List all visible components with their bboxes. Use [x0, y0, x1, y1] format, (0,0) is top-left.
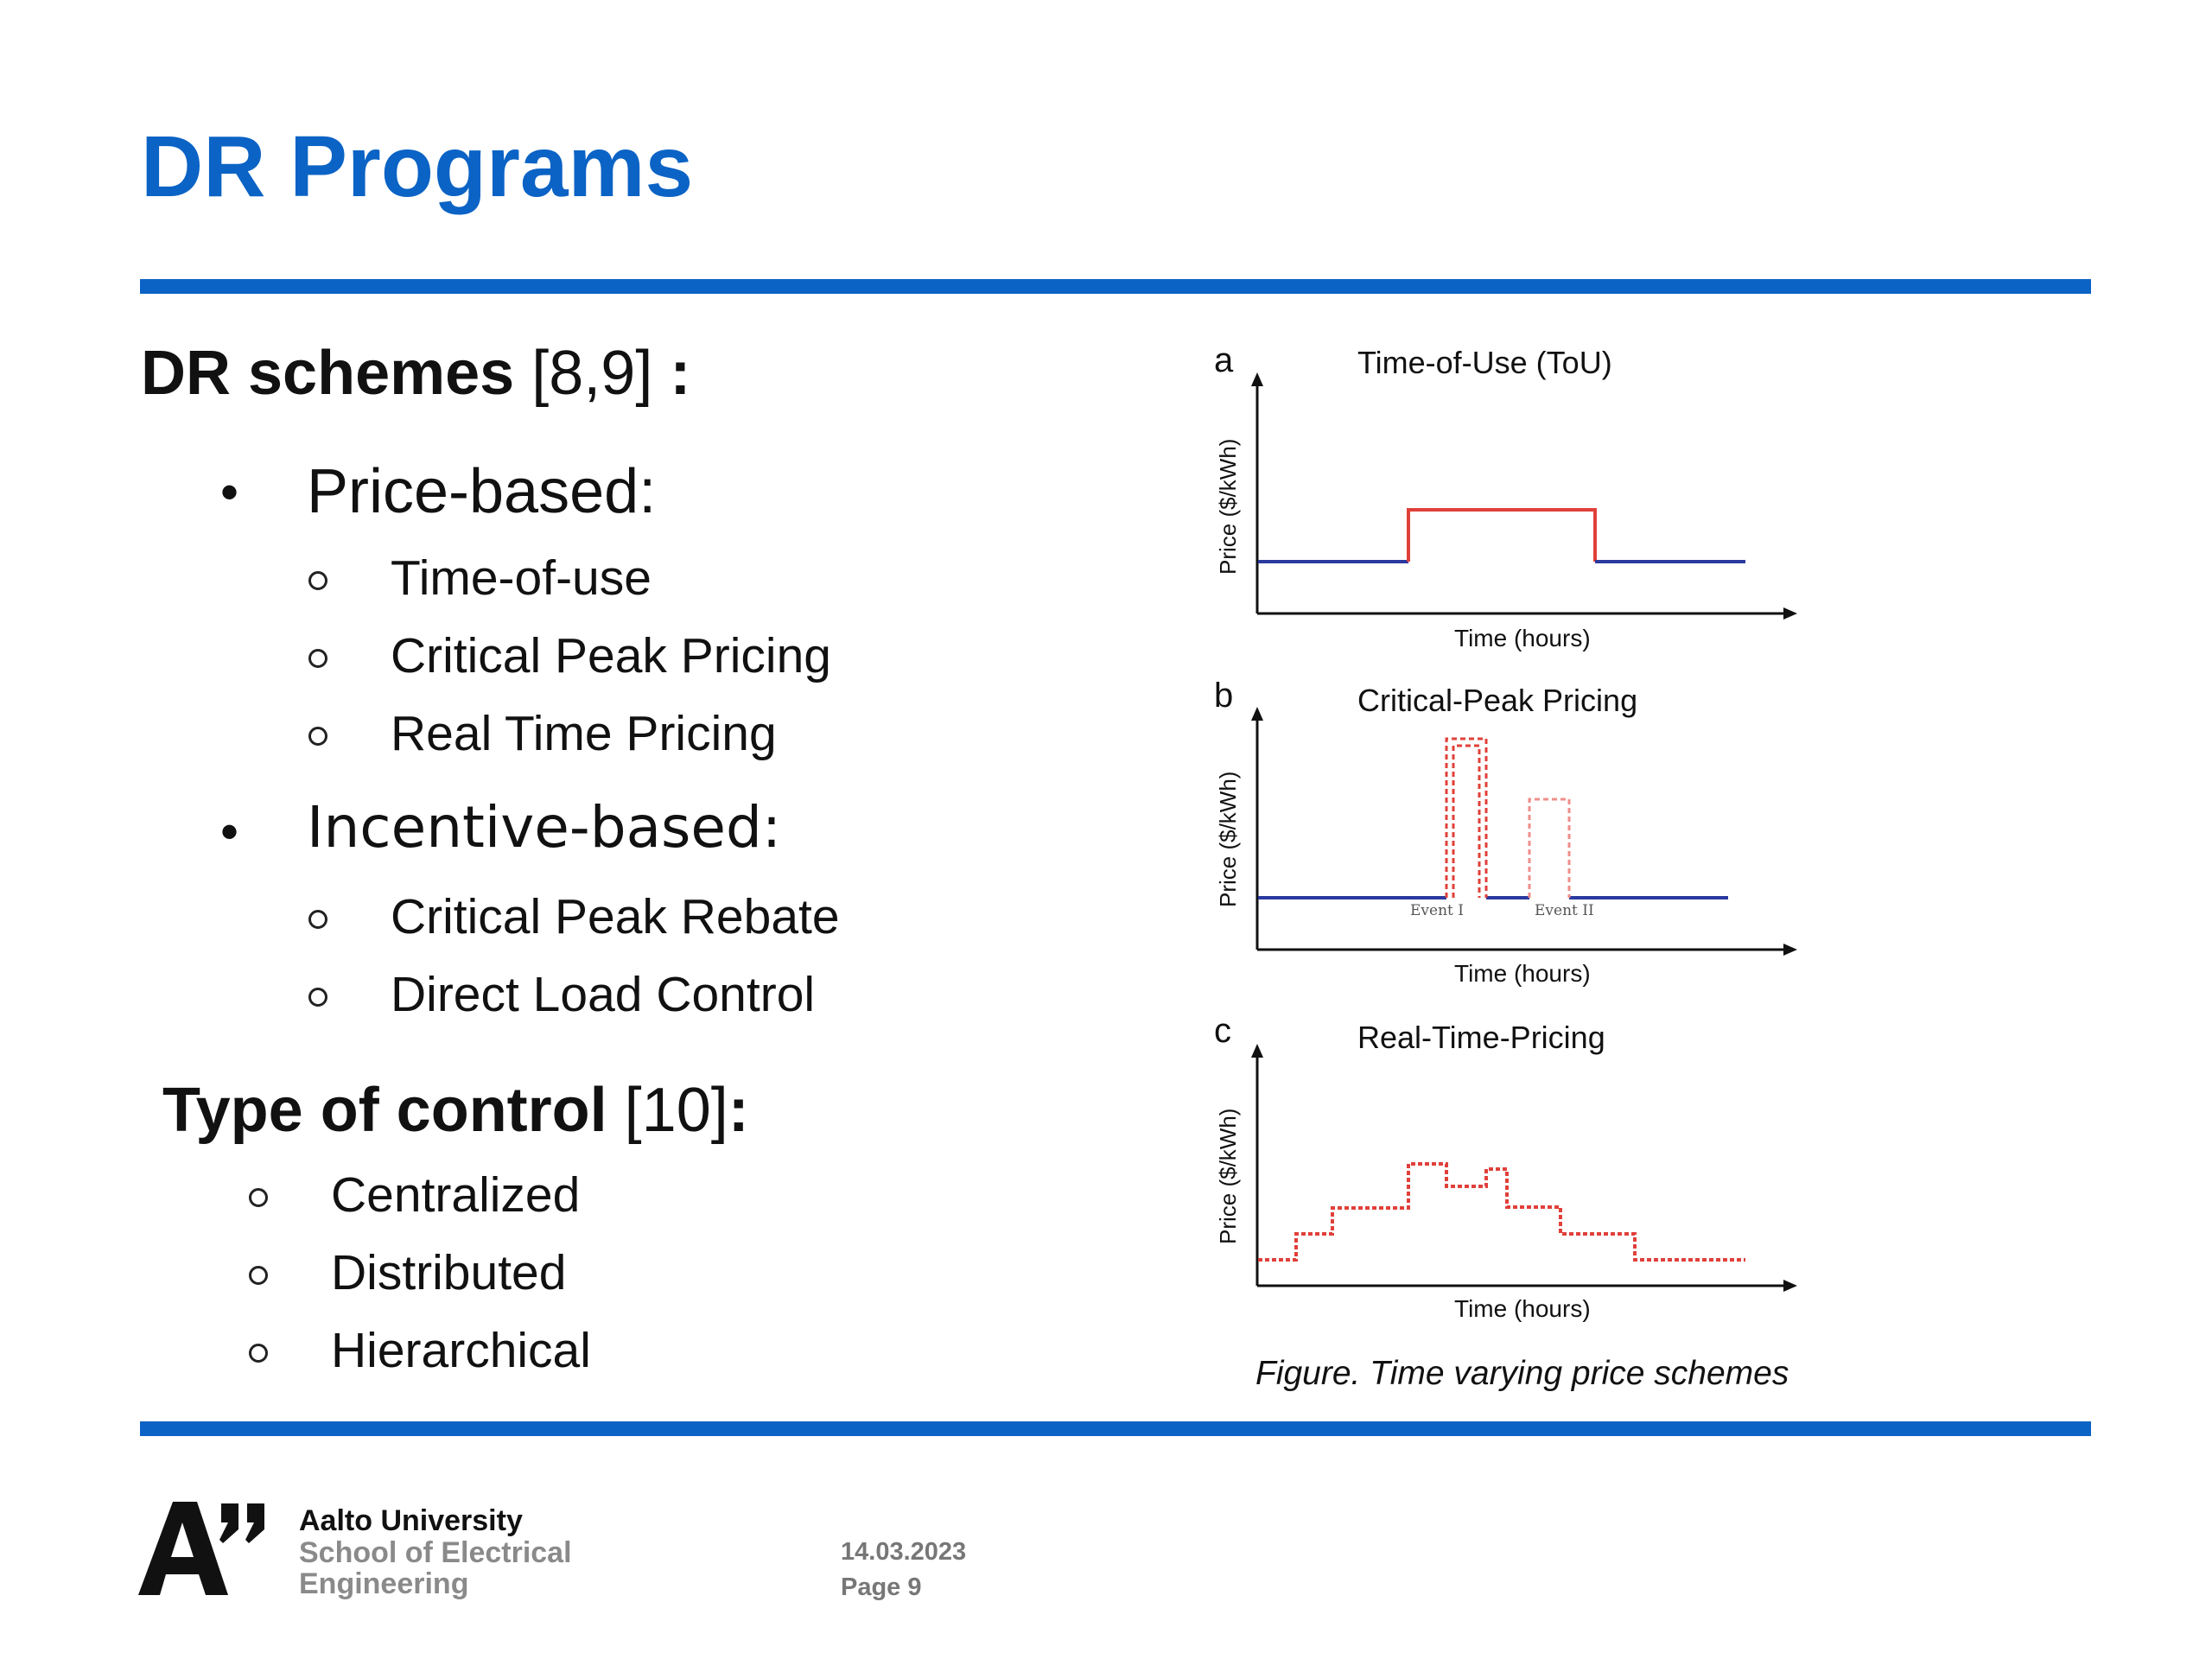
- price-item: Critical Peak Pricing: [391, 628, 831, 683]
- aalto-logo: [138, 1500, 276, 1597]
- control-heading-colon: :: [728, 1076, 749, 1145]
- event-label: Event I: [1410, 902, 1464, 919]
- schemes-heading-colon: :: [670, 339, 691, 408]
- panel-title: Critical-Peak Pricing: [1357, 683, 1638, 718]
- rtp-chart-svg: [1201, 1012, 1806, 1300]
- figure-caption: Figure. Time varying price schemes: [1255, 1355, 1789, 1392]
- price-item: Time-of-use: [391, 550, 652, 606]
- control-item: Centralized: [331, 1167, 581, 1223]
- org-line2: School of Electrical: [299, 1535, 572, 1569]
- rtp-series: [1258, 1164, 1745, 1260]
- y-axis-arrow-icon: [1251, 1044, 1263, 1058]
- org-line3: Engineering: [299, 1567, 469, 1601]
- circle-bullet-icon: [308, 910, 327, 929]
- x-axis-arrow-icon: [1783, 944, 1797, 956]
- control-item: Hierarchical: [331, 1323, 591, 1378]
- price-schemes-figure: [1201, 341, 1806, 1404]
- circle-bullet-icon: [249, 1344, 268, 1363]
- footer-meta: [841, 1535, 966, 1605]
- panel-letter: a: [1214, 341, 1234, 379]
- circle-bullet-icon: [249, 1266, 268, 1285]
- circle-bullet-icon: [308, 571, 327, 590]
- control-heading-bold: Type of control: [162, 1076, 607, 1145]
- org-line1: Aalto University: [299, 1504, 523, 1537]
- circle-bullet-icon: [308, 649, 327, 668]
- tou-peak: [1408, 510, 1595, 562]
- x-axis-label: Time (hours): [1454, 625, 1591, 652]
- x-axis-label: Time (hours): [1454, 1295, 1591, 1322]
- event-label: Event II: [1535, 902, 1594, 919]
- slide-title: DR Programs: [141, 118, 694, 215]
- schemes-heading: [141, 339, 691, 408]
- circle-bullet-icon: [249, 1188, 268, 1207]
- y-axis-label: Price ($/kWh): [1215, 771, 1241, 907]
- x-axis-arrow-icon: [1783, 607, 1797, 620]
- x-axis-label: Time (hours): [1454, 960, 1591, 987]
- y-axis-arrow-icon: [1251, 372, 1263, 386]
- schemes-heading-ref: [8,9]: [514, 339, 671, 408]
- circle-bullet-icon: [308, 988, 327, 1007]
- incentive-item: Direct Load Control: [391, 967, 816, 1022]
- footer-date: 14.03.2023: [841, 1538, 967, 1566]
- panel-title: Real-Time-Pricing: [1357, 1020, 1605, 1055]
- cpp-chart-svg: [1201, 678, 1806, 963]
- panel-letter: c: [1214, 1012, 1231, 1050]
- control-item: Distributed: [331, 1245, 567, 1300]
- bullet-dot-icon: •: [220, 463, 239, 521]
- price-item: Real Time Pricing: [391, 706, 777, 761]
- bottom-divider: [140, 1421, 2091, 1436]
- control-heading-ref: [10]: [607, 1076, 728, 1145]
- footer-page: Page 9: [841, 1573, 922, 1601]
- incentive-based-label: Incentive-based:: [307, 794, 782, 861]
- org-name-block: [299, 1505, 572, 1600]
- tou-chart-svg: [1201, 341, 1806, 626]
- y-axis-label: Price ($/kWh): [1215, 1108, 1241, 1244]
- bullet-dot-icon: •: [220, 803, 239, 861]
- cpp-event-2: [1529, 799, 1569, 898]
- top-divider: [140, 279, 2091, 294]
- cpp-event-1-inner: [1453, 746, 1479, 898]
- aalto-a-logo-icon: [138, 1500, 276, 1597]
- incentive-item: Critical Peak Rebate: [391, 889, 840, 944]
- y-axis-arrow-icon: [1251, 707, 1263, 721]
- x-axis-arrow-icon: [1783, 1280, 1797, 1292]
- schemes-heading-bold: DR schemes: [141, 339, 515, 408]
- control-heading: [162, 1076, 749, 1145]
- panel-title: Time-of-Use (ToU): [1357, 345, 1612, 380]
- panel-letter: b: [1214, 677, 1234, 715]
- circle-bullet-icon: [308, 727, 327, 746]
- y-axis-label: Price ($/kWh): [1215, 438, 1241, 575]
- price-based-label: Price-based:: [307, 457, 657, 526]
